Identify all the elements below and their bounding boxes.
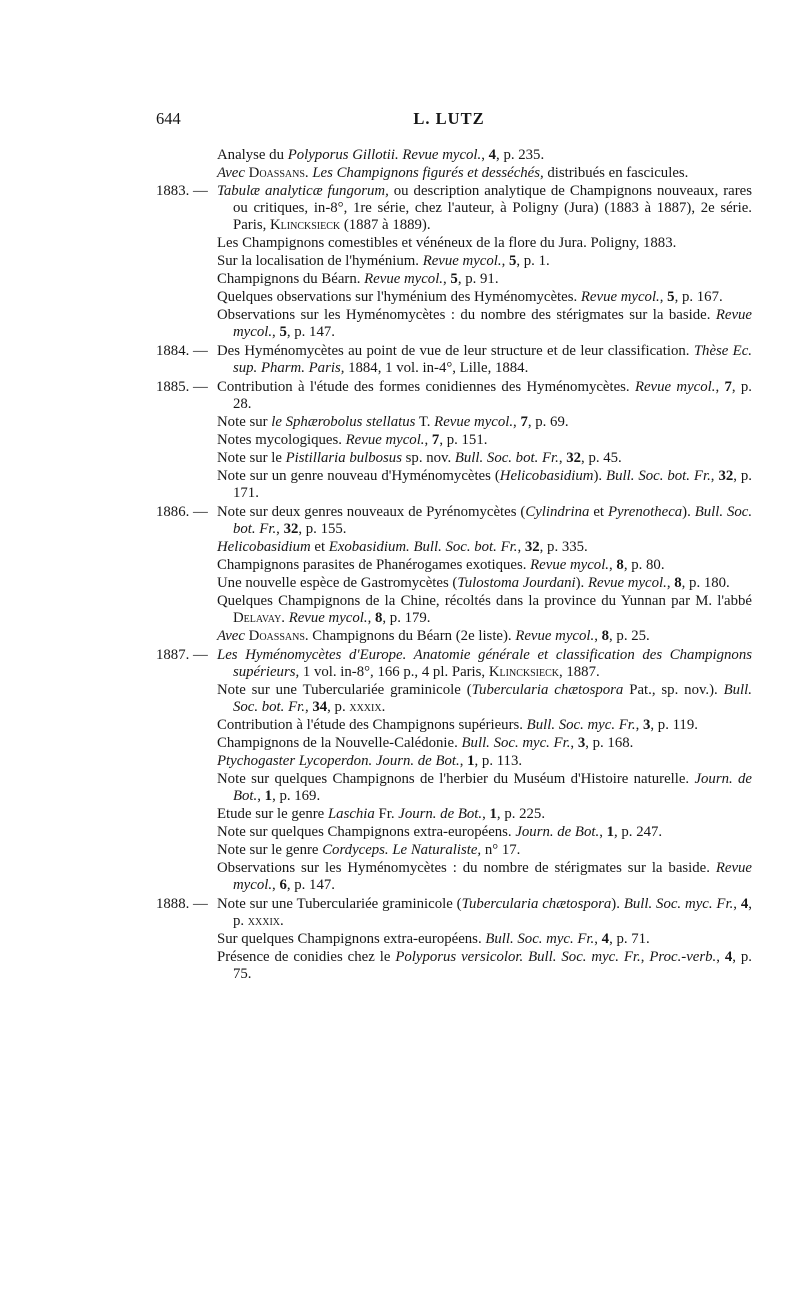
entry-segment: Notes mycologiques. (217, 432, 346, 448)
entry-segment: , (481, 147, 489, 163)
bibliography-entry (217, 896, 752, 930)
entry-segment: 5 (508, 253, 517, 269)
entry-segment: , (459, 753, 468, 769)
entry-segment: Revue mycol. (345, 432, 425, 448)
year-label: 1883. — (156, 183, 208, 199)
entry-segment: Tubercularia chætospora (471, 682, 624, 698)
entry-segment: , (272, 877, 280, 893)
entry-segment: , p. 80. (623, 557, 665, 573)
entry-segment: Contribution à l'étude des Champignons supérieurs. (217, 717, 527, 733)
bibliography-entry (217, 824, 752, 841)
entry-segment: ). (682, 504, 695, 520)
entry-segment: Klincksieck (488, 664, 559, 680)
entry-segment: Contribution à l'étude des formes conidiennes des Hyménomycètes. (217, 379, 635, 395)
entry-segment: Quelques Champignons de la Chine, récoltés dans la province du Yunnan par M. l'abbé (217, 593, 752, 609)
entry-segment: , (272, 324, 280, 340)
entry-segment: Pyrenotheca (607, 504, 683, 520)
entry-segment: Sur quelques Champignons extra-européens. (217, 931, 486, 947)
entry-segment: , (659, 289, 668, 305)
entry-segment: Note sur une Tuberculariée graminicole ( (217, 682, 472, 698)
bibliography-entry (217, 753, 752, 770)
bibliography-entry (217, 647, 752, 681)
bibliography-entry (217, 539, 752, 556)
entry-segment: Bull. Soc. myc. Fr. (461, 735, 571, 751)
entry-segment: Thèse Ec. sup. Pharm. Paris, (233, 343, 752, 376)
bibliography-entry (217, 593, 752, 627)
entry-segment: Revue mycol. (422, 253, 502, 269)
entry-segment: Revue mycol. (515, 628, 595, 644)
entry-segment: 8 (674, 575, 682, 591)
entry-segment: , (733, 896, 741, 912)
bibliography-entry (217, 147, 752, 164)
entry-segment: 7 (431, 432, 440, 448)
year-entries (217, 379, 752, 503)
entry-segment: Journ. de Bot. (233, 771, 752, 804)
entry-segment: , (666, 575, 675, 591)
entry-segment: Laschia (327, 806, 375, 822)
entry-segment: , (367, 610, 375, 626)
entry-segment: Sur la localisation de l'hyménium. (217, 253, 423, 269)
entry-segment: Les Hyménomycètes d'Europe. Anatomie générale et classification des Champignons supérieurs, (217, 647, 752, 680)
bibliography-entry (217, 557, 752, 574)
entry-segment: Note sur quelques Champignons extra-européens. (217, 824, 516, 840)
entry-segment: Tabulæ analyticæ fungorum, (217, 183, 389, 199)
entry-segment: ). (611, 896, 624, 912)
entry-segment: Revue mycol. (364, 271, 444, 287)
entry-segment: Revue mycol. (288, 610, 368, 626)
page-number: 644 (156, 109, 181, 128)
entry-segment: Etude sur le genre (217, 806, 328, 822)
entry-segment: Revue mycol. (580, 289, 660, 305)
bibliography-entry (217, 289, 752, 306)
entry-segment: Proc.-verb. (649, 949, 717, 965)
entry-segment: T. (415, 414, 435, 430)
entry-segment: Bull. Soc. myc. Fr. (485, 931, 595, 947)
bibliography-entry (217, 575, 752, 592)
bibliography-entry (217, 165, 752, 182)
entry-segment: , p. 147. (286, 324, 335, 340)
bibliography-entry (217, 271, 752, 288)
entry-segment: Pistillaria bulbosus (285, 450, 402, 466)
entry-segment: n° 17. (481, 842, 521, 858)
entry-segment: ). (575, 575, 588, 591)
entry-segment: , (443, 271, 451, 287)
entry-segment: , p. 75. (233, 949, 752, 982)
entry-segment: Bull. Soc. myc. Fr. (623, 896, 734, 912)
entry-segment: Revue mycol. (233, 307, 752, 340)
entry-segment: Quelques observations sur l'hyménium des Hyménomycètes. (217, 289, 581, 305)
entry-segment: Delavay. (233, 610, 285, 626)
entry-segment: Journ. de Bot. (398, 806, 483, 822)
entry-segment: 4 (724, 949, 733, 965)
bibliography-entry (217, 949, 752, 983)
entry-segment: 1 (264, 788, 273, 804)
bibliography-entry (217, 735, 752, 752)
entry-segment: Polyporus versicolor. Bull. Soc. myc. Fr. (395, 949, 641, 965)
entry-segment: Avec (217, 165, 245, 181)
entry-segment: 6 (279, 877, 287, 893)
entry-segment: Revue mycol. (434, 414, 514, 430)
bibliography-entry (217, 468, 752, 502)
entry-segment: Analyse du (217, 147, 288, 163)
entry-segment: 32 (283, 521, 299, 537)
bibliography-entry (217, 432, 752, 449)
year-entries (217, 343, 752, 378)
entry-segment: Journ. de Bot. (515, 824, 600, 840)
entry-segment: , p. 171. (233, 468, 752, 501)
entry-segment: Les Champignons figurés et desséchés, (312, 165, 544, 181)
entry-segment: , 1887. (558, 664, 600, 680)
entry-segment: . (381, 699, 386, 715)
entry-segment: Champignons de la Nouvelle-Calédonie. (217, 735, 462, 751)
entry-segment: Bull. Soc. bot. Fr. (606, 468, 711, 484)
bibliography-entry (217, 842, 752, 859)
entry-segment: distribués en fascicules. (543, 165, 689, 181)
year-group (156, 379, 752, 503)
entry-segment: 1 vol. in-8°, 166 p., 4 pl. Paris, (299, 664, 489, 680)
entry-segment: , (517, 539, 525, 555)
entry-segment: , (640, 949, 650, 965)
bibliography-entry (217, 504, 752, 538)
entry-segment: Cordyceps. Le Naturaliste, (322, 842, 482, 858)
bibliography-entry (217, 253, 752, 270)
year-group (156, 504, 752, 646)
entry-segment: , p. (327, 699, 350, 715)
bibliography-entry (217, 343, 752, 377)
entry-segment: , p. 71. (609, 931, 650, 947)
entry-segment: Note sur (217, 414, 272, 430)
entry-segment: 32 (524, 539, 540, 555)
entry-segment: Fr. (374, 806, 399, 822)
entry-segment: 8 (374, 610, 383, 626)
entry-segment: Note sur une Tuberculariée graminicole ( (217, 896, 462, 912)
bibliography-entry (217, 450, 752, 467)
entry-segment: Klincksieck (270, 217, 341, 233)
bibliography-entry (217, 682, 752, 716)
entry-segment: Revue mycol. (634, 379, 716, 395)
bibliography-entry (217, 860, 752, 894)
year-group (156, 647, 752, 895)
entry-segment: , p. 151. (439, 432, 488, 448)
entry-segment: Doassans. (248, 628, 309, 644)
entry-segment: 4 (488, 147, 497, 163)
entry-segment: (1887 à 1889). (340, 217, 431, 233)
entry-segment: , (276, 521, 284, 537)
entry-segment: Note sur le genre (217, 842, 323, 858)
entry-segment: 3 (642, 717, 651, 733)
entry-segment: , p. 168. (585, 735, 634, 751)
entry-segment: Champignons du Béarn. (217, 271, 365, 287)
bibliography-entry (217, 628, 752, 645)
entry-segment: , (257, 788, 265, 804)
entry-segment: 8 (616, 557, 624, 573)
entry-segment: , (715, 379, 725, 395)
running-title: L. LUTZ (413, 109, 485, 128)
entry-segment: , p. 113. (474, 753, 523, 769)
entry-segment: et (589, 504, 608, 520)
bibliography-entry (217, 379, 752, 413)
entry-segment: Helicobasidium (217, 539, 311, 555)
bibliography-entry (217, 414, 752, 431)
entry-segment: Note sur quelques Champignons de l'herbier du Muséum d'Histoire naturelle. (217, 771, 695, 787)
entry-segment: , (558, 450, 567, 466)
entry-segment: , (710, 468, 719, 484)
entry-segment: ou description analytique de Champignons nouveaux, rares ou critiques, in-8°, 1re série, chez l'auteur, à Poligny (Jura) (1883 à 1887), 2e série. Paris, (233, 183, 752, 233)
entry-segment: , p. 179. (382, 610, 431, 626)
entry-segment: , p. 28. (233, 379, 753, 412)
entry-segment: , (599, 824, 607, 840)
entry-segment: , (501, 253, 509, 269)
entry-segment: et (310, 539, 329, 555)
entry-segment: , p. 25. (609, 628, 650, 644)
entry-segment: . (280, 913, 284, 929)
entry-segment: 1 (489, 806, 497, 822)
year-group (156, 343, 752, 378)
entry-segment: 8 (601, 628, 610, 644)
year-label: 1884. — (156, 343, 208, 359)
entry-segment: 5 (667, 289, 675, 305)
year-group (156, 183, 752, 342)
entry-segment: Observations sur les Hyménomycètes : du nombre des stérigmates sur la baside. (217, 307, 716, 323)
entry-segment: , p. 147. (286, 877, 335, 893)
entry-segment: Exobasidium. Bull. Soc. bot. Fr. (328, 539, 518, 555)
year-label: 1888. — (156, 896, 208, 912)
entry-segment: , (716, 949, 725, 965)
entry-segment: , p. 167. (674, 289, 723, 305)
entry-segment: 4 (740, 896, 749, 912)
entry-segment: Revue mycol. (530, 557, 610, 573)
entry-segment: , p. 45. (581, 450, 622, 466)
entry-segment: Polyporus Gillotii. Revue mycol. (287, 147, 482, 163)
year-group (156, 896, 752, 984)
entry-segment: 1 (467, 753, 475, 769)
entry-segment: , p. 169. (272, 788, 321, 804)
entry-segment: Champignons parasites de Phanérogames exotiques. (217, 557, 531, 573)
entry-segment: Une nouvelle espèce de Gastromycètes ( (217, 575, 458, 591)
entry-segment: , p. 155. (298, 521, 347, 537)
bibliography-entry (217, 931, 752, 948)
entry-segment: , p. 180. (681, 575, 730, 591)
entry-segment: Ptychogaster Lycoperdon. Journ. de Bot. (217, 753, 460, 769)
entry-segment: , (570, 735, 578, 751)
entry-segment: Bull. Soc. bot. Fr. (454, 450, 559, 466)
entry-segment: , p. 225. (496, 806, 546, 822)
entry-segment: Revue mycol. (233, 860, 752, 893)
entry-segment: 32 (718, 468, 734, 484)
entry-segment: 4 (601, 931, 610, 947)
entry-segment: 32 (566, 450, 582, 466)
entry-segment: Pat., sp. nov.). (623, 682, 724, 698)
entry-segment: sp. nov. (401, 450, 455, 466)
entry-segment: Note sur deux genres nouveaux de Pyrénomycètes ( (217, 504, 526, 520)
entry-segment: Champignons du Béarn (2e liste). (308, 628, 516, 644)
entry-segment: , p. 235. (496, 147, 545, 163)
bibliography-entry (217, 806, 752, 823)
entry-segment: Présence de conidies chez le (217, 949, 396, 965)
entry-segment: Note sur le (217, 450, 286, 466)
year-entries (217, 647, 752, 895)
entry-segment: Doassans. (248, 165, 309, 181)
entry-segment: , p. 91. (457, 271, 499, 287)
year-entries (217, 504, 752, 646)
entry-segment: 1884, 1 vol. in-4°, Lille, 1884. (344, 360, 529, 376)
entry-segment: ). (593, 468, 607, 484)
entry-segment: Des Hyménomycètes au point de vue de leur structure et de leur classification. (217, 343, 694, 359)
entry-segment: xxxix (349, 699, 382, 715)
bibliography-list (156, 147, 752, 984)
bibliography-entry (217, 307, 752, 341)
entry-segment: , p. 119. (650, 717, 698, 733)
entry-segment: Avec (217, 628, 245, 644)
entry-segment: 1 (606, 824, 614, 840)
entry-segment: 5 (279, 324, 287, 340)
entry-segment: xxxix (247, 913, 281, 929)
entry-segment: , (594, 931, 602, 947)
page-header (156, 109, 742, 133)
bibliography-entry (217, 235, 752, 252)
bibliography-entry (217, 771, 752, 805)
entry-segment: le Sphærobolus stellatus (271, 414, 416, 430)
entry-segment: Revue mycol. (587, 575, 667, 591)
entry-segment: Bull. Soc. myc. Fr. (526, 717, 636, 733)
entry-segment: Bull. Soc. bot. Fr. (233, 504, 753, 537)
continued-entries (217, 147, 752, 182)
year-entries (217, 183, 752, 342)
entry-segment: 7 (520, 414, 528, 430)
entry-segment: , p. 69. (527, 414, 569, 430)
entry-segment: , (424, 432, 432, 448)
entry-segment: Note sur un genre nouveau d'Hyménomycètes ( (217, 468, 500, 484)
year-label: 1886. — (156, 504, 208, 520)
year-label: 1887. — (156, 647, 208, 663)
entry-segment: , p. (233, 896, 752, 929)
entry-segment: Les Champignons comestibles et vénéneux de la flore du Jura. Poligny, 1883. (217, 235, 677, 251)
entry-segment: , (609, 557, 617, 573)
entry-segment: Tubercularia chætospora (461, 896, 612, 912)
entry-segment: Observations sur les Hyménomycètes : du nombre de stérigmates sur la baside. (217, 860, 716, 876)
entry-segment: 34 (312, 699, 328, 715)
entry-segment: 7 (724, 379, 732, 395)
entry-segment: , (304, 699, 313, 715)
entry-segment: Cylindrina (525, 504, 590, 520)
entry-segment: Tulostoma Jourdani (457, 575, 576, 591)
entry-segment: Bull. Soc. bot. Fr. (233, 682, 752, 715)
entry-segment: , (482, 806, 490, 822)
entry-segment: , p. 247. (614, 824, 663, 840)
entry-segment: , (594, 628, 602, 644)
bibliography-entry (217, 717, 752, 734)
entry-segment: 5 (450, 271, 458, 287)
entry-segment: , p. 335. (539, 539, 588, 555)
entry-segment: Helicobasidium (499, 468, 594, 484)
year-label: 1885. — (156, 379, 208, 395)
entry-segment: , (635, 717, 643, 733)
year-entries (217, 896, 752, 984)
entry-segment: , (513, 414, 521, 430)
entry-segment: 3 (577, 735, 586, 751)
bibliography-entry (217, 183, 752, 234)
entry-segment: , p. 1. (516, 253, 550, 269)
